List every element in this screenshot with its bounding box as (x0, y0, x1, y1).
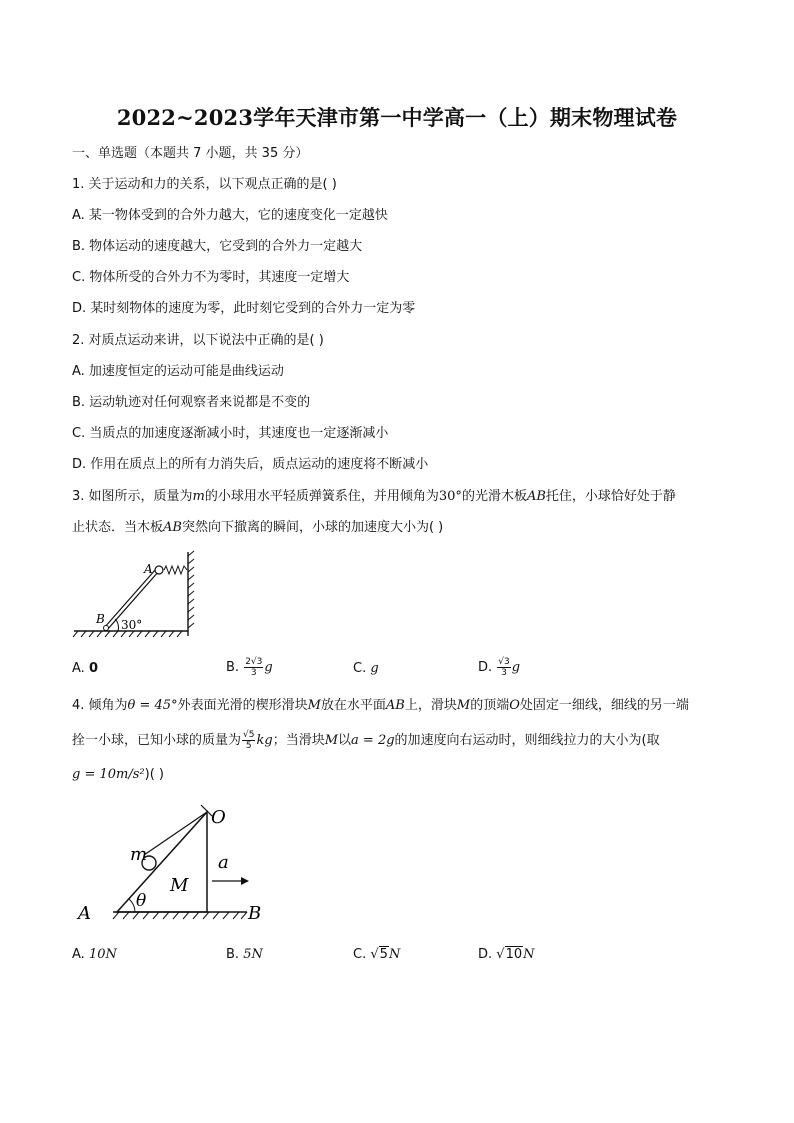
q3-label-b: B (96, 612, 105, 626)
q1-option-d: D. 某时刻物体的速度为零，此时刻它受到的合外力一定为零 (72, 301, 416, 316)
q4-label-big-m: M (170, 875, 189, 896)
q3-option-a: A. 0 (72, 661, 98, 676)
q1-option-c: C. 物体所受的合外力不为零时，其速度一定增大 (72, 270, 350, 285)
q4-stem-line1: 4. 倾角为θ = 45°外表面光滑的楔形滑块M放在水平面AB上，滑块M的顶端O处固定一细线，细线的另一端 (72, 698, 689, 713)
q4-label-m: m (130, 844, 148, 865)
q4-figure (75, 798, 270, 926)
section-heading: 一、单选题（本题共 7 小题，共 35 分） (72, 146, 309, 161)
q3-stem-line1: 3. 如图所示，质量为m的小球用水平轻质弹簧系住，并用倾角为30°的光滑木板AB托住，小球恰好处于静 (72, 489, 676, 504)
q2-option-b: B. 运动轨迹对任何观察者来说都是不变的 (72, 395, 311, 410)
q2-option-c: C. 当质点的加速度逐渐减小时，其速度也一定逐渐减小 (72, 426, 389, 441)
q4-option-b: B. 5N (226, 947, 263, 962)
q4-label-o: O (211, 807, 226, 828)
q4-label-theta: θ (136, 891, 147, 911)
q1-option-b: B. 物体运动的速度越大，它受到的合外力一定越大 (72, 239, 363, 254)
q3-figure (70, 548, 205, 643)
q2-option-d: D. 作用在质点上的所有力消失后，质点运动的速度将不断减小 (72, 457, 429, 472)
exam-title: 2022~2023学年天津市第一中学高一（上）期末物理试卷 (116, 105, 678, 130)
q4-stem-line2: 拴一小球，已知小球的质量为 $\frac{√5}{5}$ kg；当滑块M以a = 2g的加速度向右运动时，则细线拉力的大小为(取 (72, 730, 660, 751)
q3-stem-line2: 止状态．当木板AB突然向下撤离的瞬间，小球的加速度大小为( ) (72, 520, 444, 535)
q3-label-a: A (144, 562, 153, 576)
q4-option-c: C. √5N (353, 947, 401, 962)
q3-option-c: C. g (353, 661, 379, 676)
q2-stem: 2. 对质点运动来讲，以下说法中正确的是( ) (72, 333, 324, 348)
q1-option-a: A. 某一物体受到的合外力越大，它的速度变化一定越快 (72, 208, 388, 223)
q2-option-a: A. 加速度恒定的运动可能是曲线运动 (72, 364, 284, 379)
q3-option-b: B. $\frac{2√3}{3}$ g (226, 657, 273, 678)
q3-label-angle: 30° (121, 618, 143, 632)
q4-option-d: D. √10N (478, 947, 535, 962)
q4-label-a-arrow: a (218, 852, 229, 873)
q4-stem-line3: g = 10m/s²)( ) (72, 767, 164, 782)
q4-label-big-b: B (248, 903, 262, 924)
q1-stem: 1. 关于运动和力的关系，以下观点正确的是( ) (72, 177, 337, 192)
q4-option-a: A. 10N (72, 947, 117, 962)
q4-label-big-a: A (78, 903, 91, 924)
q3-option-d: D. $\frac{√3}{3}$ g (478, 657, 521, 678)
q3-ball (155, 566, 163, 574)
